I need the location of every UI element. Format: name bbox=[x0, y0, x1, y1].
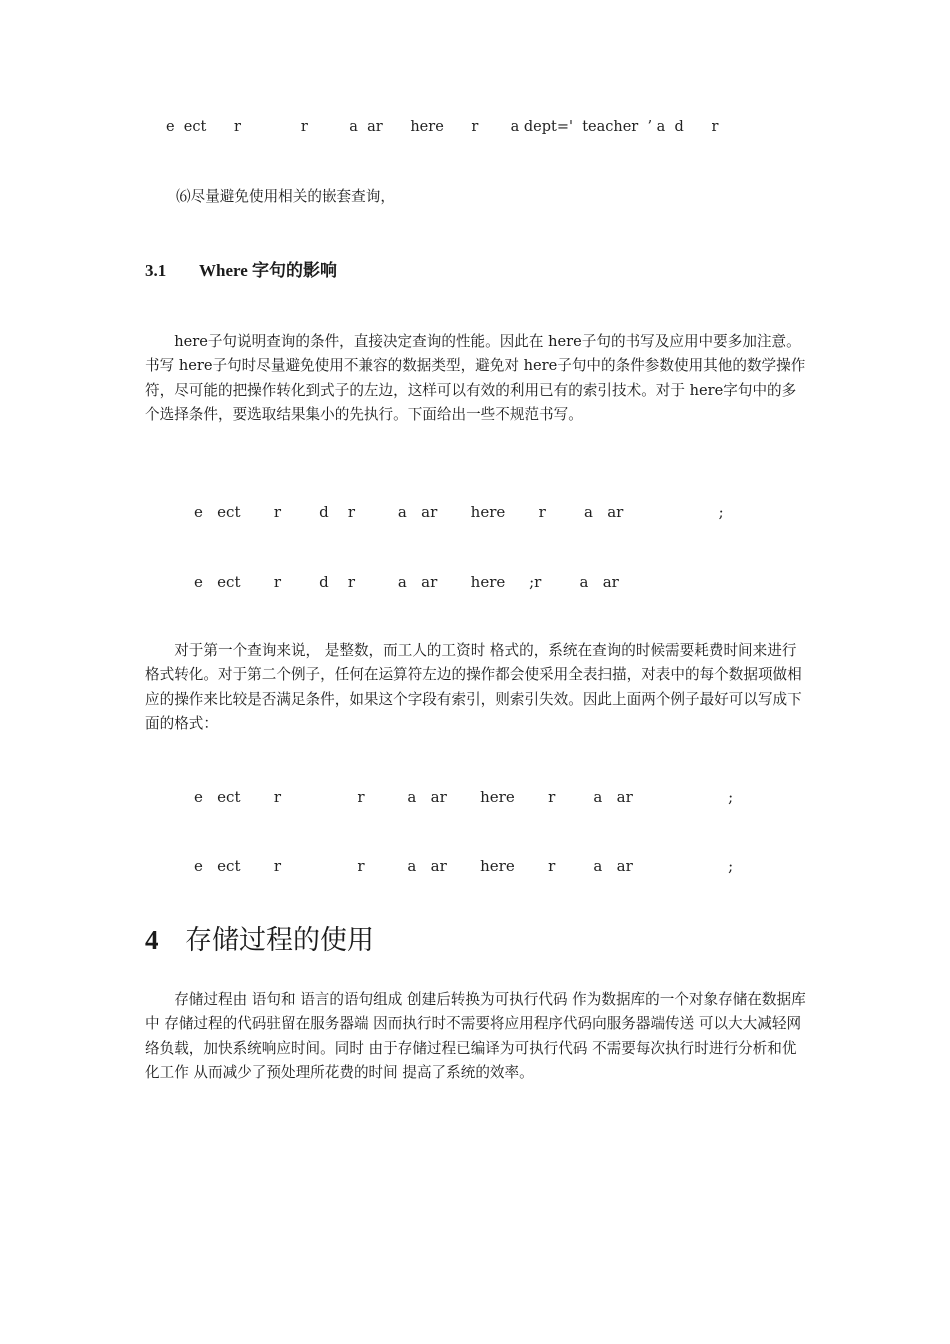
code-line-5: e ect r r a ar here r a ar ; bbox=[194, 857, 734, 875]
paragraph-explanation: 对于第一个查询来说， 是整数，而工人的工资时 格式的，系统在查询的时候需要耗费时间来进行格式转化。对于第二个例子，任何在运算符左边的操作都会使采用全表扫描，对表中的每个数据项做相应的操作来比较是否满足条件，如果这个字段有索引，则索引失效。因此上面两个例子最好可以写成下面的格式： bbox=[145, 642, 802, 732]
paragraph-stored-procedure: 存储过程由 语句和 语言的语句组成 创建后转换为可执行代码 作为数据库的一个对象存储在数据库中 存储过程的代码驻留在服务器端 因而执行时不需要将应用程序代码向服务器端传送 可以大大减轻网络负载，加快系统响应时间。同时 由于存储过程已编译为可执行代码 不需要每次执行时进行分析和优化工作 从而减少了预处理所花费的时间 提高了系统的效率。 bbox=[145, 991, 806, 1081]
section-4-title: 存储过程的使用 bbox=[185, 925, 374, 955]
code-line-2: e ect r d r a ar here r a ar ; bbox=[194, 503, 724, 521]
section-3-1-heading bbox=[145, 260, 337, 282]
code-line-3: e ect r d r a ar here ;r a ar bbox=[194, 573, 619, 591]
section-3-1-title: Where 字句的影响 bbox=[199, 261, 338, 280]
code-line-1: e ect r r a ar here r a dept=' teacher ’ a d r bbox=[166, 119, 719, 135]
paragraph-where-clause: here子句说明查询的条件，直接决定查询的性能。因此在 here子句的书写及应用中要多加注意。书写 here子句时尽量避免使用不兼容的数据类型，避免对 here子句中的条件参数使用其他的数学操作符，尽可能的把操作转化到式子的左边，这样可以有效的利用已有的索引技术。对于 here字句中的多个选择条件，要选取结果集小的先执行。下面给出一些不规范书写。 bbox=[145, 333, 806, 423]
section-3-1-number: 3.1 bbox=[145, 261, 167, 280]
code-line-4: e ect r r a ar here r a ar ; bbox=[194, 788, 734, 806]
section-4-heading bbox=[145, 922, 374, 958]
list-item-6: ⑹尽量避免使用相关的嵌套查询， bbox=[176, 188, 395, 205]
section-4-number: 4 bbox=[145, 925, 159, 955]
